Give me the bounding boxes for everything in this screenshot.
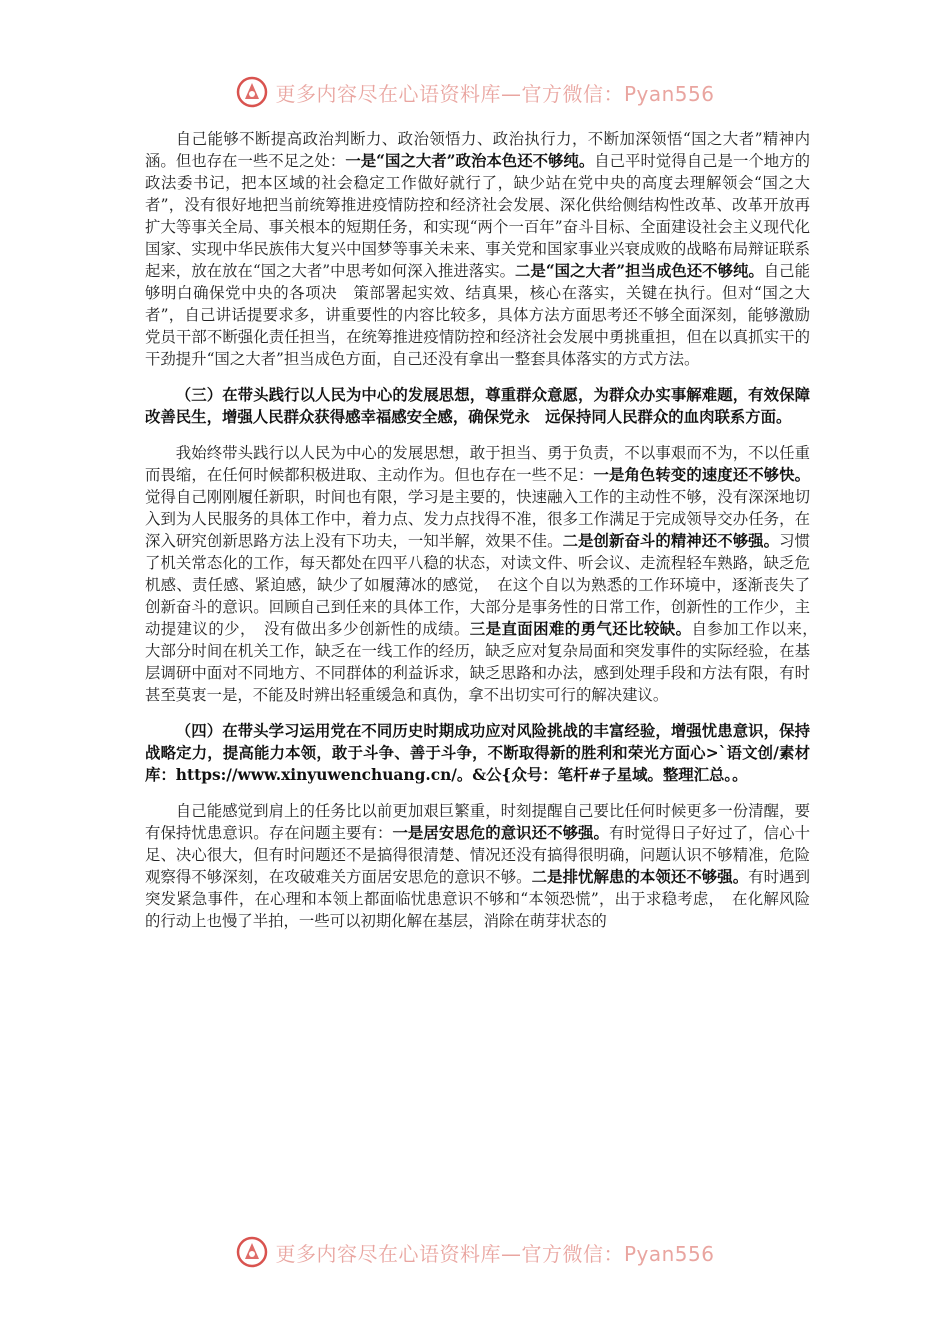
emphasis-text: 一是居安思危的意识还不够强。 <box>392 824 609 842</box>
brand-logo-icon <box>235 1235 269 1269</box>
emphasis-text: 一是“国之大者”政治本色还不够纯。 <box>345 152 595 170</box>
section-heading: （三）在带头践行以人民为中心的发展思想，尊重群众意愿，为群众办实事解难题，有效保障改善民生，增强人民群众获得感幸福感安全感，确保党永 远保持同人民群众的血肉联系方面。 <box>145 386 810 426</box>
body-paragraph: 我始终带头践行以人民为中心的发展思想，敢于担当、勇于负责，不以事艰而不为，不以任重而畏缩，在任何时候都积极进取、主动作为。但也存在一些不足：一是角色转变的速度还不够快。觉得自己刚刚履任新职，时间也有限，学习是主要的，快速融入工作的主动性不够，没有深深地切入到为人民服务的具体工作中，着力点、发力点找得不准，很多工作满足于完成领导交办任务，在深入研究创新思路方法上没有下功夫，一知半解，效果不佳。二是创新奋斗的精神还不够强。习惯了机关常态化的工作，每天都处在四平八稳的状态，对读文件、听会议、走流程轻车熟路，缺乏危机感、责任感、紧迫感，缺少了如履薄冰的感觉， 在这个自以为熟悉的工作环境中，逐渐丧失了创新奋斗的意识。回顾自己到任来的具体工作，大部分是事务性的日常工作，创新性的工作少，主动提建议的少， 没有做出多少创新性的成绩。三是直面困难的勇气还比较缺。自参加工作以来， 大部分时间在机关工作，缺乏在一线工作的经历，缺乏应对复杂局面和突发事件的实际经验，在基层调研中面对不同地方、不同群体的利益诉求，缺乏思路和办法，感到处理手段和方法有限，有时甚至莫衷一是，不能及时辨出轻重缓急和真伪，拿不出切实可行的解决建议。 <box>145 444 826 704</box>
section-heading: （四）在带头学习运用党在不同历史时期成功应对风险挑战的丰富经验，增强忧患意识，保持战略定力，提高能力本领，敢于斗争、善于斗争，不断取得新的胜利和荣光方面心>`语文创/素材库：https://www.xinyuwenchuang.cn/。&公{众号：笔杆#子星域。整理汇总。。 <box>145 722 810 784</box>
emphasis-text: 一是角色转变的速度还不够快。 <box>593 466 810 484</box>
header-watermark-text: 更多内容尽在心语资料库—官方微信：Pyan556 <box>275 81 715 106</box>
emphasis-text: 三是直面困难的勇气还比较缺。 <box>469 620 692 638</box>
emphasis-text: 二是创新奋斗的精神还不够强。 <box>562 532 780 550</box>
brand-logo-icon <box>235 75 269 109</box>
body-paragraph: 自己能够不断提高政治判断力、政治领悟力、政治执行力，不断加深领悟“国之大者”精神内涵。但也存在一些不足之处：一是“国之大者”政治本色还不够纯。自己平时觉得自己是一个地方的政法委书记，把本区域的社会稳定工作做好就行了，缺少站在党中央的高度去理解领会“国之大者”，没有很好地把当前统筹推进疫情防控和经济社会发展、深化供给侧结构性改革、改革开放再扩大等事关全局、事关根本的短期任务，和实现“两个一百年”奋斗目标、全面建设社会主义现代化国家、实现中华民族伟大复兴中国梦等事关未来、事关党和国家事业兴衰成败的战略布局辩证联系起来，放在放在“国之大者”中思考如何深入推进落实。二是“国之大者”担当成色还不够纯。自己能够明白确保党中央的各项决 策部署起实效、结真果，核心在落实，关键在执行。但对“国之大者”，自己讲话提要求多，讲重要性的内容比较多，具体方法方面思考还不够全面深刻，能够激励党员干部不断强化责任担当，在统筹推进疫情防控和经济社会发展中勇挑重担，但在以真抓实干的干劲提升“国之大者”担当成色方面，自己还没有拿出一整套具体落实的方式方法。 <box>145 130 810 368</box>
header-watermark-banner <box>0 72 950 112</box>
body-paragraph: 自己能感觉到肩上的任务比以前更加艰巨繁重，时刻提醒自己要比任何时候更多一份清醒，要有保持忧患意识。存在问题主要有：一是居安思危的意识还不够强。有时觉得日子好过了，信心十足、决心很大，但有时问题还不是搞得很清楚、情况还没有搞得很明确，问题认识不够精准，危险观察得不够深刻，在攻破难关方面居安思危的意识不够。二是排忧解患的本领还不够强。有时遇到突发紧急事件，在心理和本领上都面临忧患意识不够和“本领恐慌”，出于求稳考虑， 在化解风险的行动上也慢了半拍，一些可以初期化解在基层，消除在萌芽状态的 <box>145 802 810 930</box>
emphasis-text: 二是排忧解患的本领还不够强。 <box>531 868 749 886</box>
document-body <box>145 128 826 932</box>
emphasis-text: 二是“国之大者”担当成色还不够纯。 <box>515 262 764 280</box>
footer-watermark-banner <box>0 1232 950 1272</box>
footer-watermark-text: 更多内容尽在心语资料库—官方微信：Pyan556 <box>275 1241 715 1266</box>
